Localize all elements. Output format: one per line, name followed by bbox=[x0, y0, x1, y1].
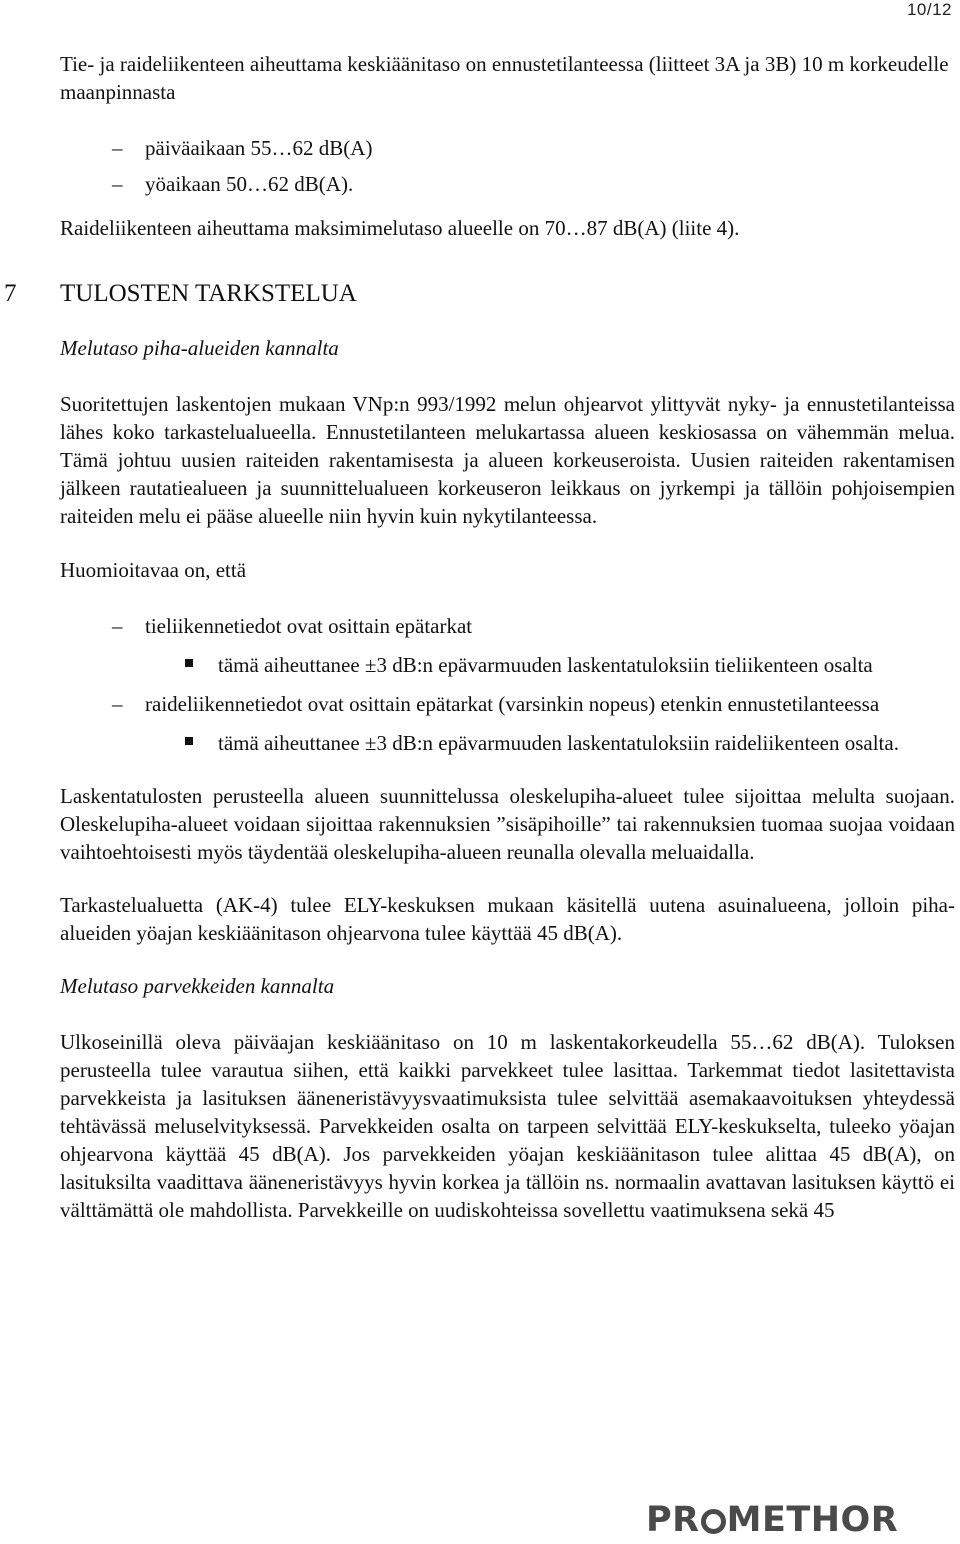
note-item-text: raideliikennetiedot ovat osittain epätarkat (varsinkin nopeus) etenkin ennustetilanteessa bbox=[145, 692, 880, 716]
note-subitem-text: tämä aiheuttanee ±3 dB:n epävarmuuden laskentatuloksiin raideliikenteen osalta. bbox=[218, 731, 899, 755]
intro-paragraph: Tie- ja raideliikenteen aiheuttama keskiäänitaso on ennustetilanteessa (liitteet 3A ja 3B) 10 m korkeudelle maanpinnasta bbox=[60, 52, 949, 104]
paragraph-balconies: Ulkoseinillä oleva päiväajan keskiäänitaso on 10 m laskentakorkeudella 55…62 dB(A). Tuloksen perusteella tulee varautua siihen, että kaikki parvekkeet tulee lasittaa. Tarkemmat tiedot lasitettavista parvekkeista ja lasituksen ääneneristävyysvaatimuksista tulee selvittää asemakaavoituksen yhteydessä tehtävässä meluselvityksessä. Parvekkeiden osalta on tarpeen selvittää ELY-keskukselta, tuleeko yöajan ohjearvona käyttää 45 dB(A). Jos parvekkeiden yöajan keskiäänitason tulee alittaa 45 dB(A), on lasituksilta vaadittava ääneneristävyys hyvin korkea ja tällöin ns. normaalin avattavan lasituksen käyttö ei välttämättä ole mahdollista. Parvekkeille on uudiskohteissa sovellettu vaatimuksena sekä 45 bbox=[60, 1030, 955, 1222]
paragraph-placement: Laskentatulosten perusteella alueen suunnittelussa oleskelupiha-alueet tulee sijoittaa melulta suojaan. Oleskelupiha-alueet voidaan sijoittaa rakennuksien ”sisäpihoille” tai rakennuksien tuomaa suojaa voidaan vaihtoehtoisesti myös täydentää oleskelupiha-alueen reunalla olevalla meluaidalla. bbox=[60, 784, 955, 864]
note-intro: Huomioitavaa on, että bbox=[60, 558, 247, 582]
list-item-text: yöaikaan 50…62 dB(A). bbox=[145, 172, 354, 196]
section-heading bbox=[4, 279, 955, 309]
section-number: 7 bbox=[4, 280, 17, 307]
square-bullet-icon bbox=[185, 737, 193, 745]
dash-bullet: – bbox=[112, 136, 123, 160]
document-body bbox=[4, 50, 955, 1224]
note-subitem-text: tämä aiheuttanee ±3 dB:n epävarmuuden laskentatuloksiin tieliikenteen osalta bbox=[218, 653, 873, 677]
dash-bullet: – bbox=[112, 614, 123, 638]
max-level-paragraph: Raideliikenteen aiheuttama maksimimelutaso alueelle on 70…87 dB(A) (liite 4). bbox=[60, 216, 740, 240]
paragraph-area: Tarkastelualuetta (AK-4) tulee ELY-keskuksen mukaan käsitellä uutena asuinalueena, jolloin piha-alueiden yöajan keskiäänitason ohjearvona tulee käyttää 45 dB(A). bbox=[60, 893, 955, 945]
page-number: 10/12 bbox=[906, 0, 952, 19]
company-logo: PR METHOR bbox=[646, 1500, 899, 1540]
section-title: TULOSTEN TARKSTELUA bbox=[60, 280, 357, 307]
subheading-yards: Melutaso piha-alueiden kannalta bbox=[60, 336, 339, 360]
square-bullet-icon bbox=[185, 659, 193, 667]
dash-bullet: – bbox=[112, 172, 123, 196]
dash-bullet: – bbox=[112, 692, 123, 716]
note-subitem-rail bbox=[60, 729, 955, 757]
paragraph-results: Suoritettujen laskentojen mukaan VNp:n 993/1992 melun ohjearvot ylittyvät nyky- ja ennustetilanteissa lähes koko tarkastelualueella. Ennustetilanteen melukartassa alueen keskiosassa on vähemmän melua. Tämä johtuu uusien raiteiden rakentamisesta ja alueen korkeuseroista. Uusien raiteiden rakentamisen jälkeen rautatiealueen ja suunnittelualueen korkeuseron leikkaus on jyrkempi ja tällöin pohjoisempien raiteiden melu ei pääse alueelle niin hyvin kuin nykytilanteessa. bbox=[60, 392, 955, 528]
intro-list bbox=[60, 134, 955, 198]
logo-o-icon bbox=[701, 1509, 726, 1534]
list-item bbox=[60, 134, 955, 162]
note-item-road bbox=[60, 612, 955, 640]
note-subitem-road bbox=[60, 651, 955, 679]
list-item bbox=[60, 170, 955, 198]
subheading-balconies: Melutaso parvekkeiden kannalta bbox=[60, 974, 335, 998]
note-item-text: tieliikennetiedot ovat osittain epätarkat bbox=[145, 614, 473, 638]
list-item-text: päiväaikaan 55…62 dB(A) bbox=[145, 136, 373, 160]
note-item-rail bbox=[60, 690, 955, 718]
